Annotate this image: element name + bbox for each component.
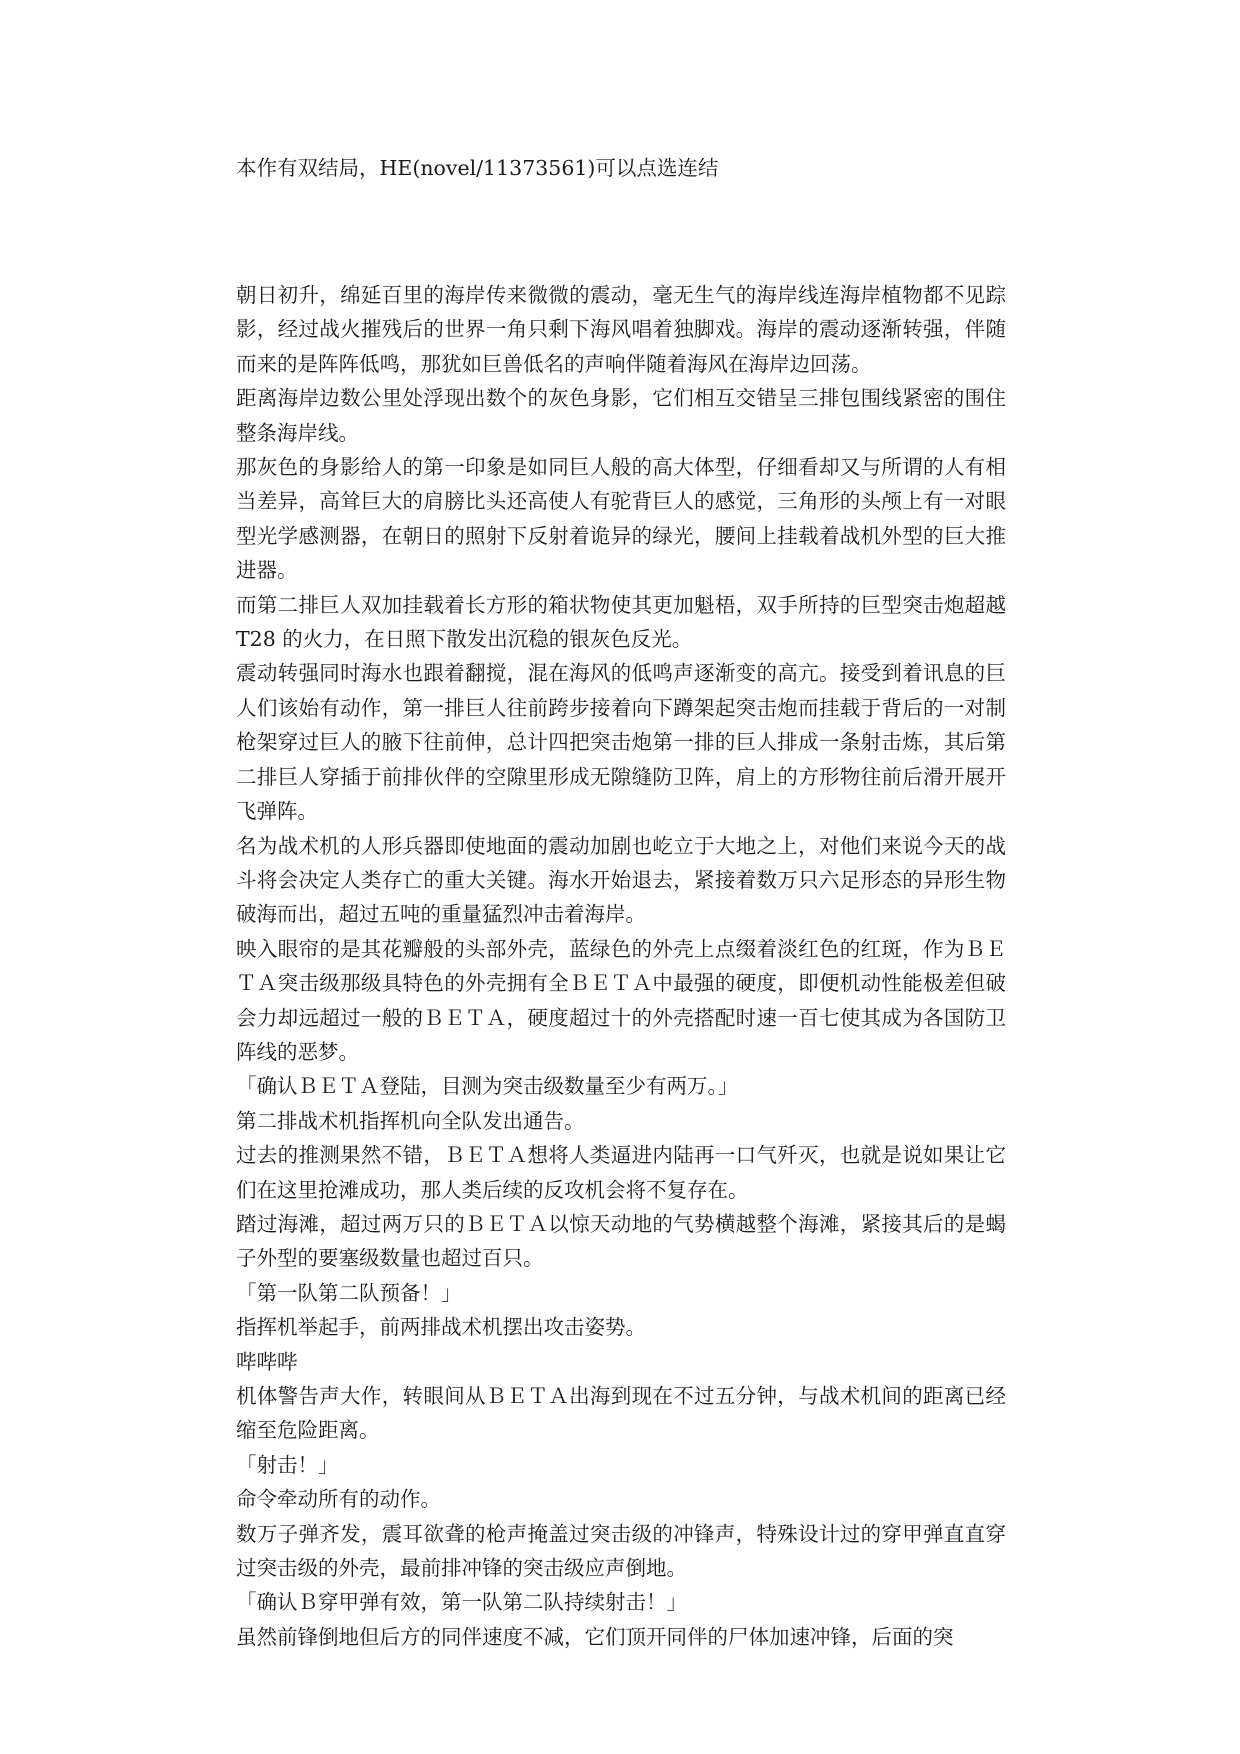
paragraph-12: 「第一队第二队预备！」 bbox=[236, 1280, 462, 1305]
paragraph-5: 震动转强同时海水也跟着翻搅，混在海风的低鸣声逐渐变的高亢。接受到着讯息的巨人们该始有动作，第一排巨人往前跨步接着向下蹲架起突击炮而挂载于背后的一对制枪架穿过巨人的腋下往前伸，总计四把突击炮第一排的巨人排成一条射击炼，其后第二排巨人穿插于前排伙伴的空隙里形成无隙缝防卫阵，肩上的方形物往前后滑开展开飞弹阵。 bbox=[236, 661, 1006, 824]
paragraph-19: 「确认Ｂ穿甲弹有效，第一队第二队持续射击！」 bbox=[236, 1590, 687, 1615]
paragraph-3: 那灰色的身影给人的第一印象是如同巨人般的高大体型，仔细看却又与所谓的人有相当差异，高耸巨大的肩膀比头还高使人有驼背巨人的感觉，三角形的头颅上有一对眼型光学感测器，在朝日的照射下反射着诡异的绿光，腰间上挂载着战机外型的巨大推进器。 bbox=[236, 455, 1006, 583]
paragraph-9: 第二排战术机指挥机向全队发出通告。 bbox=[236, 1108, 585, 1133]
story-body bbox=[236, 278, 1006, 1654]
paragraph-18: 数万子弹齐发，震耳欲聋的枪声掩盖过突击级的冲锋声，特殊设计过的穿甲弹直直穿过突击级的外壳，最前排冲锋的突击级应声倒地。 bbox=[236, 1521, 1006, 1581]
paragraph-7: 映入眼帘的是其花瓣般的头部外壳，蓝绿色的外壳上点缀着淡红色的红斑，作为ＢＥＴＡ突击级那级具特色的外壳拥有全ＢＥＴＡ中最强的硬度，即便机动性能极差但破会力却远超过一般的ＢＥＴＡ，硬度超过十的外壳搭配时速一百七使其成为各国防卫阵线的恶梦。 bbox=[236, 936, 1006, 1064]
header-note: 本作有双结局，HE(novel/11373561)可以点选连结 bbox=[236, 156, 719, 180]
paragraph-4: 而第二排巨人双加挂载着长方形的箱状物使其更加魁梧，双手所持的巨型突击炮超越 T28 的火力，在日照下散发出沉稳的银灰色反光。 bbox=[236, 592, 1006, 652]
paragraph-10: 过去的推测果然不错，ＢＥＴＡ想将人类逼进内陆再一口气歼灭，也就是说如果让它们在这里抢滩成功，那人类后续的反攻机会将不复存在。 bbox=[236, 1143, 1006, 1202]
paragraph-11: 踏过海滩，超过两万只的ＢＥＴＡ以惊天动地的气势横越整个海滩，紧接其后的是蝎子外型的要塞级数量也超过百只。 bbox=[236, 1211, 1006, 1271]
paragraph-17: 命令牵动所有的动作。 bbox=[236, 1487, 441, 1512]
paragraph-2: 距离海岸边数公里处浮现出数个的灰色身影，它们相互交错呈三排包围线紧密的围住整条海岸线。 bbox=[236, 386, 1006, 445]
paragraph-13: 指挥机举起手，前两排战术机摆出攻击姿势。 bbox=[236, 1315, 646, 1340]
paragraph-15: 机体警告声大作，转眼间从ＢＥＴＡ出海到现在不过五分钟，与战术机间的距离已经缩至危险距离。 bbox=[236, 1384, 1006, 1443]
paragraph-6: 名为战术机的人形兵器即使地面的震动加剧也屹立于大地之上，对他们来说今天的战斗将会决定人类存亡的重大关键。海水开始退去，紧接着数万只六足形态的异形生物破海而出，超过五吨的重量猛烈冲击着海岸。 bbox=[236, 833, 1006, 927]
paragraph-20: 虽然前锋倒地但后方的同伴速度不减，它们顶开同伴的尸体加速冲锋，后面的突 bbox=[236, 1624, 954, 1649]
paragraph-8: 「确认ＢＥＴＡ登陆，目测为突击级数量至少有两万。」 bbox=[236, 1074, 739, 1099]
paragraph-1: 朝日初升，绵延百里的海岸传来微微的震动，毫无生气的海岸线连海岸植物都不见踪影，经过战火摧残后的世界一角只剩下海风唱着独脚戏。海岸的震动逐渐转强，伴随而来的是阵阵低鸣，那犹如巨兽低名的声响伴随着海风在海岸边回荡。 bbox=[236, 283, 1006, 376]
paragraph-16: 「射击！」 bbox=[236, 1452, 339, 1477]
paragraph-14: 哔哔哔 bbox=[236, 1349, 298, 1374]
